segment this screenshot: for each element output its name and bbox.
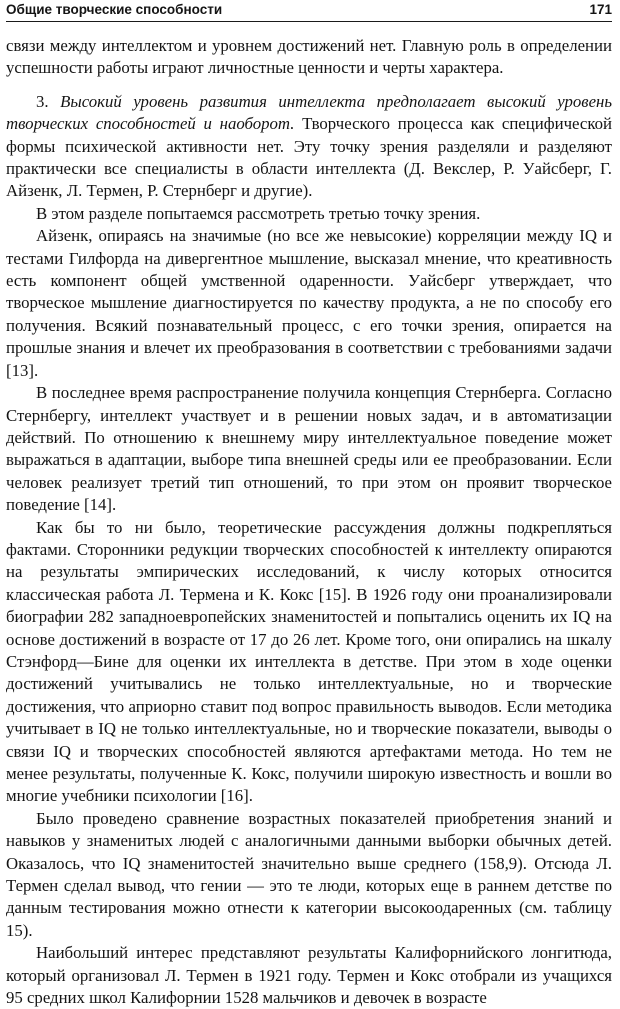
paragraph-text: Как бы то ни было, теоретические рассуждения должны подкрепляться фактами. Сторонники редукции творческих способностей к интеллекту опираются на результаты эмпирических исследований, к числу которых относится классическая работа Л. Термена и К. Кокс [15]. В 1926 году они проанализировали биографии 282 западноевропейских знаменитостей и попытались оценить их IQ на основе достижений в возрасте от 17 до 26 лет. Кроме того, они опирались на шкалу Стэнфорд—Бине для оценки их интеллекта в детстве. При этом в ходе оценки достижений учитывались не только интеллектуальные, но и творческие достижения, что априорно ставит под вопрос правильность выводов. Если методика учитывает в IQ не только интеллектуальные, но и творческие показатели, выводы о связи IQ и творческих способностей являются артефактами метода. Но тем не менее результаты, полученные К. Кокс, получили широкую известность и вошли во многие учебники психологии [16]. xyxy=(6,517,612,806)
paragraph-text: Творческого процесса как специфической формы психической активности нет. Эту точку зрения разделяли и разделяют практически все специалисты в области интеллекта (Д. Векслер, Р. Уайсберг, Г. Айзенк, Л. Термен, Р. Стернберг и другие). xyxy=(6,114,612,201)
paragraph-7 xyxy=(6,808,612,942)
paragraph-3 xyxy=(6,203,612,225)
paragraph-text: Айзенк, опираясь на значимые (но все же невысокие) корреляции между IQ и тестами Гилфорда на дивергентное мышление, высказал мнение, что креативность есть компонент общей умственной одаренности. Уайсберг утверждает, что творческое мышление диагностируется по качеству продукта, а не по способу его получения. Всякий познавательный процесс, с его точки зрения, опирается на прошлые знания и влечет их преобразования в соответствии с требованиями задачи [13]. xyxy=(6,226,612,380)
paragraph-4 xyxy=(6,225,612,382)
italic-thesis: Высокий уровень развития интеллекта предполагает высокий уровень творческих способностей и наоборот. xyxy=(6,91,612,134)
list-marker: 3. xyxy=(36,91,61,111)
paragraph-6 xyxy=(6,517,612,808)
paragraph-text: В этом разделе попытаемся рассмотреть третью точку зрения. xyxy=(36,203,481,223)
paragraph-text: связи между интеллектом и уровнем достижений нет. Главную роль в определении успешности работы играют личностные ценности и черты характера. xyxy=(6,36,612,78)
running-header xyxy=(6,1,612,22)
running-title: Общие творческие способности xyxy=(6,2,223,17)
paragraph-text: Было проведено сравнение возрастных показателей приобретения знаний и навыков у знаменитых людей с аналогичными данными выборки обычных детей. Оказалось, что IQ знаменитостей значительно выше среднего (158,9). Отсюда Л. Термен сделал вывод, что гении — это те люди, которых еще в раннем детстве по данным тестирования можно отнести к категории высокоодаренных (см. таблицу 15). xyxy=(6,808,612,940)
paragraph-text: Наибольший интерес представляют результаты Калифорнийского лонгитюда, который организовал Л. Термен в 1921 году. Термен и Кокс отобрали из учащихся 95 средних школ Калифорнии 1528 мальчиков и девочек в возрасте xyxy=(6,943,612,1008)
paragraph-2 xyxy=(6,91,612,203)
paragraph-8 xyxy=(6,942,612,1009)
paragraph-text: В последнее время распространение получила концепция Стернберга. Согласно Стернбергу, интеллект участвует и в решении новых задач, и в автоматизации действий. По отношению к внешнему миру интеллектуальное поведение может выражаться в адаптации, выборе типа внешней среды или ее преобразовании. Если человек реализует третий тип отношений, то при этом он проявит творческое поведение [14]. xyxy=(6,383,612,515)
paragraph-1 xyxy=(6,35,612,80)
paragraph-5 xyxy=(6,382,612,516)
page-number: 171 xyxy=(589,2,612,17)
page-body xyxy=(6,35,612,1009)
